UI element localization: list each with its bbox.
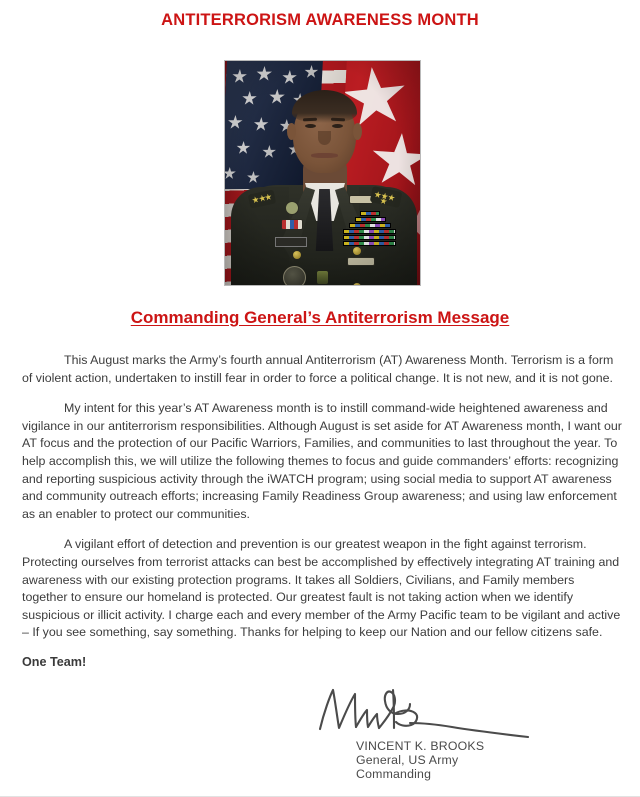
section-heading: Commanding General’s Antiterrorism Message <box>130 308 510 327</box>
page-title: ANTITERRORISM AWARENESS MONTH <box>161 11 479 29</box>
lapel-insignia <box>317 271 328 284</box>
uniform-button <box>293 251 301 259</box>
handwritten-signature <box>306 682 566 742</box>
paragraph: A vigilant effort of detection and prevention is our greatest weapon in the fight against terrorism. Protecting ourselves from terrorist attacks can best be accomplished by effectively integrating AT training and awareness with our existing protection programs. It takes all Soldiers, Civilians, and Family members together to ensure our homeland is protected. Our greatest fault is not taking action when we identify suspicious or illicit activity. I charge each and every member of the Army Pacific team to be vigilant and active – If you see something, say something. Thanks for helping to keep our Nation and our fellow citizens safe. <box>22 537 621 640</box>
ear-left <box>287 123 296 140</box>
portrait-subject <box>225 61 420 285</box>
message-body <box>22 352 622 655</box>
signer-rank: General, US Army <box>356 753 459 767</box>
badge-below-ribbons <box>347 257 375 266</box>
mouth <box>311 153 338 158</box>
name-plate <box>275 237 307 247</box>
paragraph: This August marks the Army’s fourth annual Antiterrorism (AT) Awareness Month. Terrorism is a form of violent action, undertaken to instill fear in order to force a political change. It is not new, and it is not gone. <box>22 353 614 385</box>
paragraph: My intent for this year’s AT Awareness month is to instill command-wide heightened awareness and vigilance in our antiterrorism responsibilities. Although August is set aside for AT Awareness month, I want our AT focus and the protection of our Pacific Warriors, Families, and communities to last throughout the year. To help accomplish this, we will utilize the following themes to focus and guide commanders’ efforts: recognizing and reporting suspicious activity through the iWATCH program; using social media to support AT awareness and community outreach efforts; increasing Family Readiness Group awareness; and using law enforcement as an enabler to protect our communities. <box>22 401 622 521</box>
signer-name: VINCENT K. BROOKS <box>356 739 485 753</box>
eye-right <box>332 124 343 128</box>
ribbon-rack <box>342 211 398 255</box>
nose <box>318 131 331 145</box>
combat-service-badge <box>283 266 306 285</box>
portrait-photo <box>224 60 421 286</box>
unit-award-ribbon <box>281 219 303 230</box>
eye-left <box>305 124 316 128</box>
hair <box>292 90 357 123</box>
closing-line: One Team! <box>22 655 87 669</box>
uniform-button <box>353 247 361 255</box>
ear-right <box>353 123 362 140</box>
portrait-image <box>225 61 420 285</box>
signer-duty: Commanding <box>356 767 432 781</box>
uniform-button <box>353 283 361 285</box>
distinctive-unit-insignia <box>285 201 299 215</box>
signature-block <box>306 682 586 792</box>
